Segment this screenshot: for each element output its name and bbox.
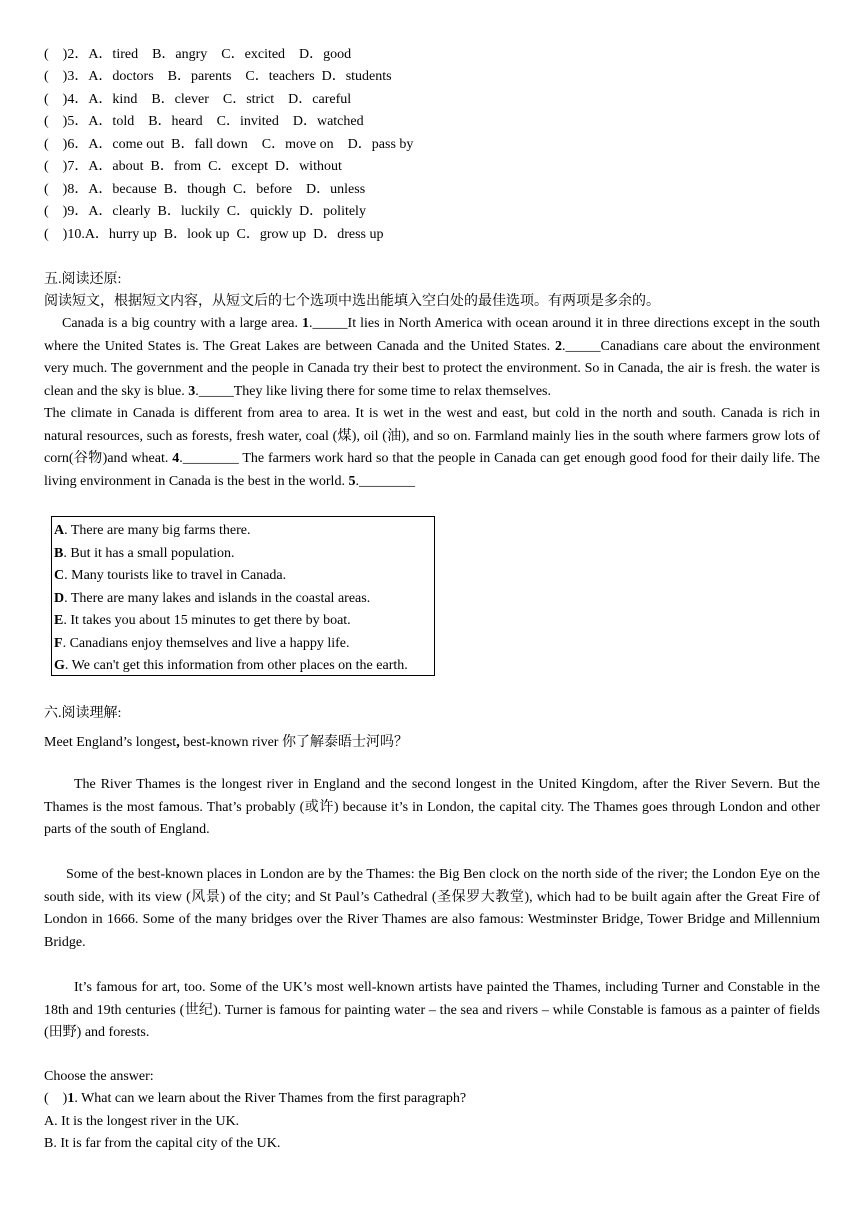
option-g: G. We can't get this information from other places on the earth. [54,658,408,673]
section6-paragraph-1: The River Thames is the longest river in England and the second longest in the United Kingdom, after the River Severn. But the Thames is the most famous. That’s probably (或许) because it’s in London, the capital city. The Thames goes through London and other parts of the south of England. [44,777,820,838]
option-f: F. Canadians enjoy themselves and live a happy life. [54,635,350,651]
section5-paragraph-2: The climate in Canada is different from area to area. It is wet in the west and east, but cold in the north and south. Canada is rich in natural resources, such as forests, fresh water, coal (煤), oil (油), and so on. Farmland mainly lies in the south where farmers grow lots of corn(谷物)and wheat. 4.________ The farmers work hard so that the people in Canada can get enough good food for their daily life. The living environment in Canada is the best in the world. 5.________ [44,406,820,489]
options-box [51,516,435,676]
section5-instruction: 阅读短文，根据短文内容，从短文后的七个选项中选出能填入空白处的最佳选项。有两项是多余的。 [44,294,660,309]
section6-paragraph-3: It’s famous for art, too. Some of the UK’s most well-known artists have painted the Thames, including Turner and Constable in the 18th and 19th centuries (世纪). Turner is famous for painting water – the sea and rivers – while Constable is famous as a painter of fields (田野) and forests. [44,980,820,1041]
cloze-option-3: ( )3．A．doctors B．parents C．teachers D．students [44,69,392,84]
cloze-option-10: ( )10.A．hurry up B．look up C．grow up D．dress up [44,227,384,242]
passage-title: Meet England’s longest, best-known river 你了解泰晤士河吗？ [44,735,408,750]
section6-paragraph-2: Some of the best-known places in London are by the Thames: the Big Ben clock on the north side of the river; the London Eye on the south side, with its view (风景) of the city; and St Paul’s Cathedral (圣保罗大教堂), which had to be built again after the Great Fire of London in 1666. Some of the many bridges over the River Thames are also famous: Westminster Bridge, Tower Bridge and Millennium Bridge. [44,867,820,950]
option-e: E. It takes you about 15 minutes to get there by boat. [54,613,351,628]
option-b: B. But it has a small population. [54,545,235,561]
section6-heading: 六.阅读理解: [44,706,122,721]
option-a: A. There are many big farms there. [54,523,251,538]
question-1-option-b: B. It is far from the capital city of the UK. [44,1136,281,1151]
section5-paragraph-1: Canada is a big country with a large area. 1._____It lies in North America with ocean around it in three directions except in the south where the United States is. The Great Lakes are between Canada and the United States. 2._____Canadians care about the environment very much. The government and the people in Canada try their best to protect the environment. So in Canada, the air is fresh. the water is clean and the sky is blue. 3._____They like living there for some time to relax themselves. [44,316,820,399]
cloze-option-6: ( )6．A．come out B．fall down C．move on D．pass by [44,137,414,152]
cloze-option-5: ( )5．A．told B．heard C．invited D．watched [44,114,364,129]
cloze-option-8: ( )8．A．because B．though C．before D．unless [44,182,366,197]
cloze-option-2: ( )2．A．tired B．angry C．excited D．good [44,47,352,62]
cloze-option-7: ( )7．A．about B．from C．except D．without [44,159,342,174]
cloze-option-9: ( )9．A．clearly B．luckily C．quickly D．politely [44,204,366,219]
question-1-option-a: A. It is the longest river in the UK. [44,1114,240,1129]
question-1: ( )1. What can we learn about the River Thames from the first paragraph? [44,1091,467,1106]
option-d: D. There are many lakes and islands in the coastal areas. [54,590,371,606]
option-c: C. Many tourists like to travel in Canada. [54,568,287,583]
section5-heading: 五.阅读还原: [44,272,122,287]
cloze-option-4: ( )4．A．kind B．clever C．strict D．careful [44,92,352,107]
choose-answer-label: Choose the answer: [44,1069,154,1084]
